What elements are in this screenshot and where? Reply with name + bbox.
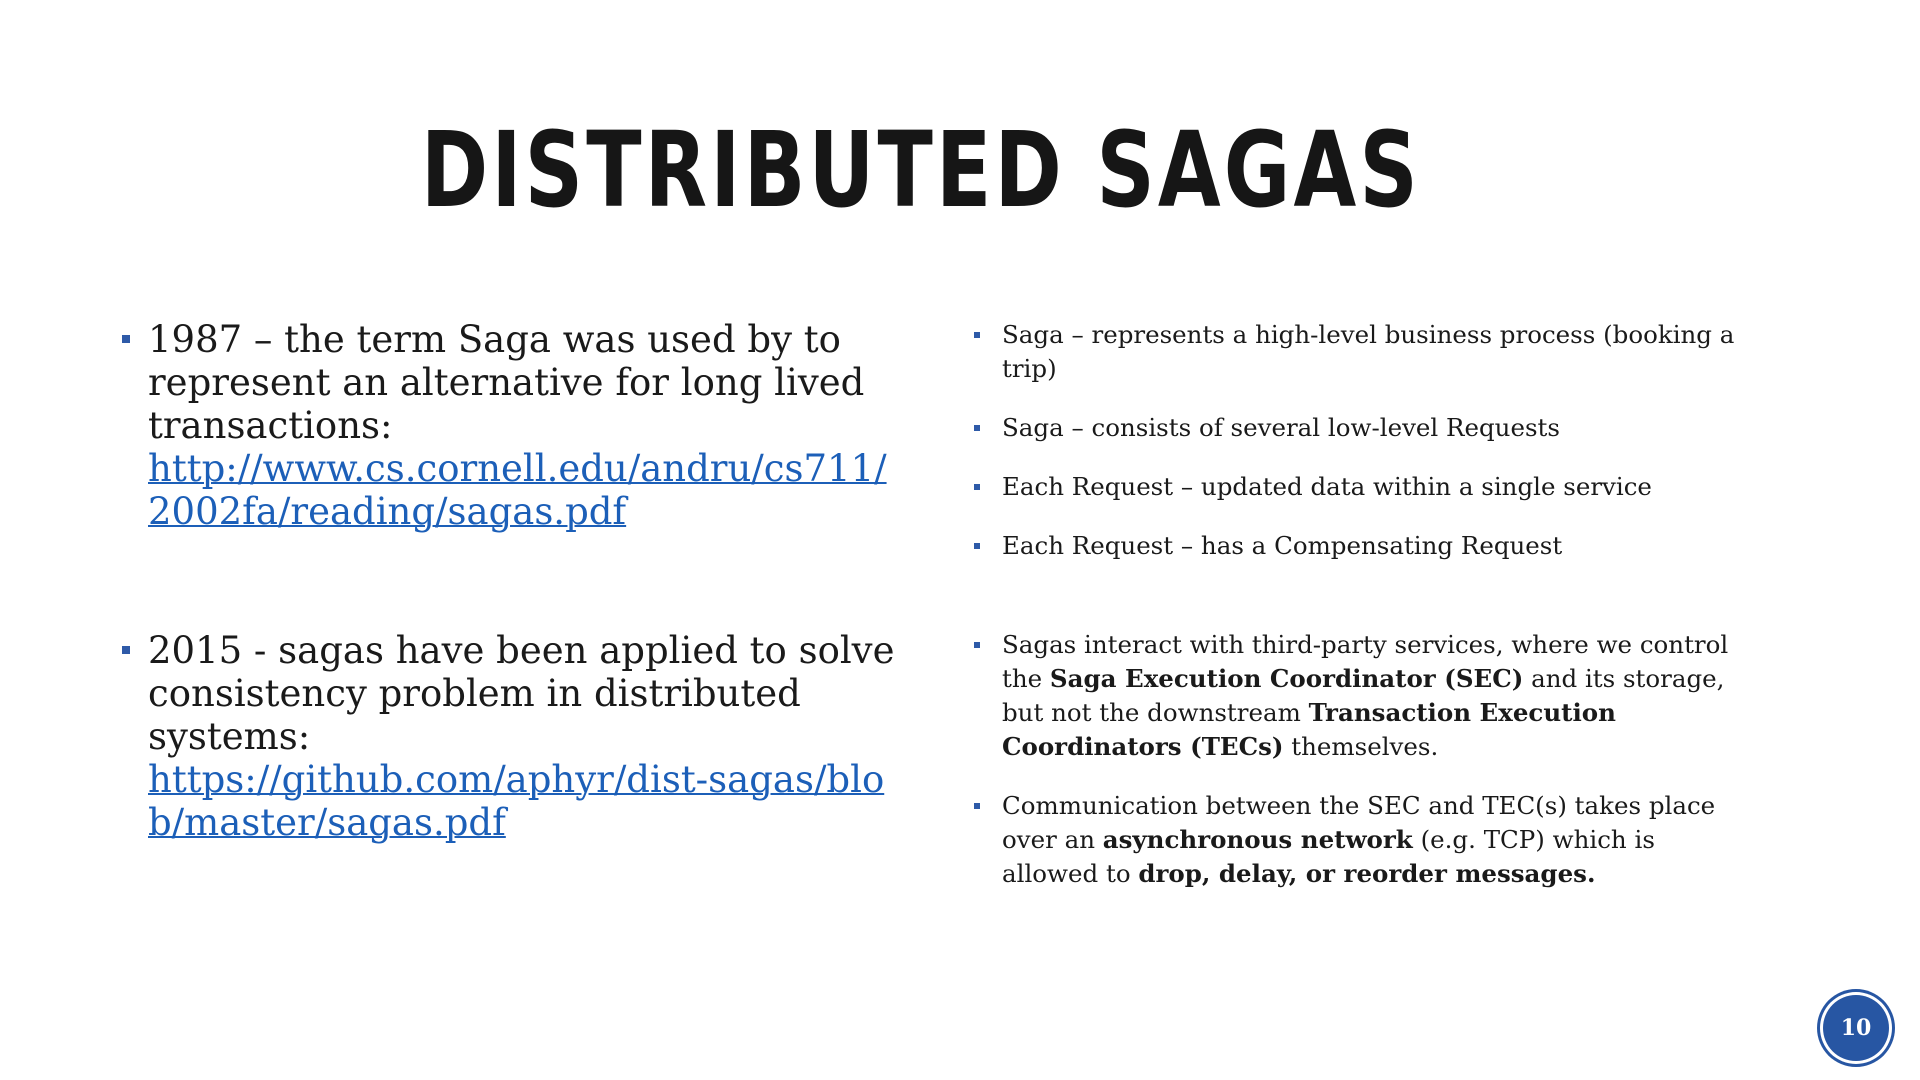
square-bullet-icon: [974, 803, 980, 809]
text-run: Sagas interact with third-party services, where we control the: [1002, 630, 1729, 693]
list-item: [974, 628, 1754, 764]
bold-term-tecs: Transaction Execution Coordinators (TECs): [1002, 698, 1616, 761]
paper-link-cornell[interactable]: http://www.cs.cornell.edu/andru/cs711/2002fa/reading/sagas.pdf: [148, 447, 887, 533]
text-run: Communication between the SEC and TEC(s) takes place over an: [1002, 791, 1716, 854]
square-bullet-icon: [974, 484, 980, 490]
text-run: themselves.: [1283, 732, 1439, 761]
bullet-text: 1987 – the term Saga was used by to represent an alternative for long lived transactions:: [148, 318, 865, 447]
right-bullet-list: [974, 318, 1754, 891]
bullet-text: [1002, 791, 1715, 888]
bold-term-messages: drop, delay, or reorder messages.: [1138, 859, 1596, 888]
bullet-text: Saga – consists of several low-level Requests: [1002, 413, 1560, 442]
square-bullet-icon: [974, 332, 980, 338]
list-item: [974, 529, 1754, 563]
paper-link-github[interactable]: https://github.com/aphyr/dist-sagas/blob/master/sagas.pdf: [148, 758, 885, 844]
bullet-text: Each Request – has a Compensating Request: [1002, 531, 1563, 560]
square-bullet-icon: [974, 425, 980, 431]
list-item: [974, 470, 1754, 504]
bullet-text: Each Request – updated data within a single service: [1002, 472, 1652, 501]
list-item: [974, 789, 1754, 891]
bullet-text: Saga – represents a high-level business process (booking a trip): [1002, 320, 1735, 383]
list-item: [974, 318, 1754, 386]
slide-title: DISTRIBUTED SAGAS: [420, 109, 1421, 231]
list-item: [122, 318, 902, 533]
text-run: (e.g. TCP) which is allowed to: [1002, 825, 1655, 888]
bold-term-network: asynchronous network: [1102, 825, 1413, 854]
square-bullet-icon: [974, 642, 980, 648]
text-run: and its storage, but not the downstream: [1002, 664, 1725, 727]
square-bullet-icon: [974, 543, 980, 549]
list-item: [122, 629, 902, 844]
bullet-text: 2015 - sagas have been applied to solve consistency problem in distributed systems:: [148, 629, 895, 758]
square-bullet-icon: [122, 646, 130, 654]
bold-term-sec: Saga Execution Coordinator (SEC): [1049, 664, 1524, 693]
list-item: [974, 411, 1754, 445]
left-bullet-list: [122, 318, 902, 844]
page-number-badge: 10: [1823, 995, 1889, 1061]
bullet-text: [1002, 630, 1728, 761]
square-bullet-icon: [122, 335, 130, 343]
